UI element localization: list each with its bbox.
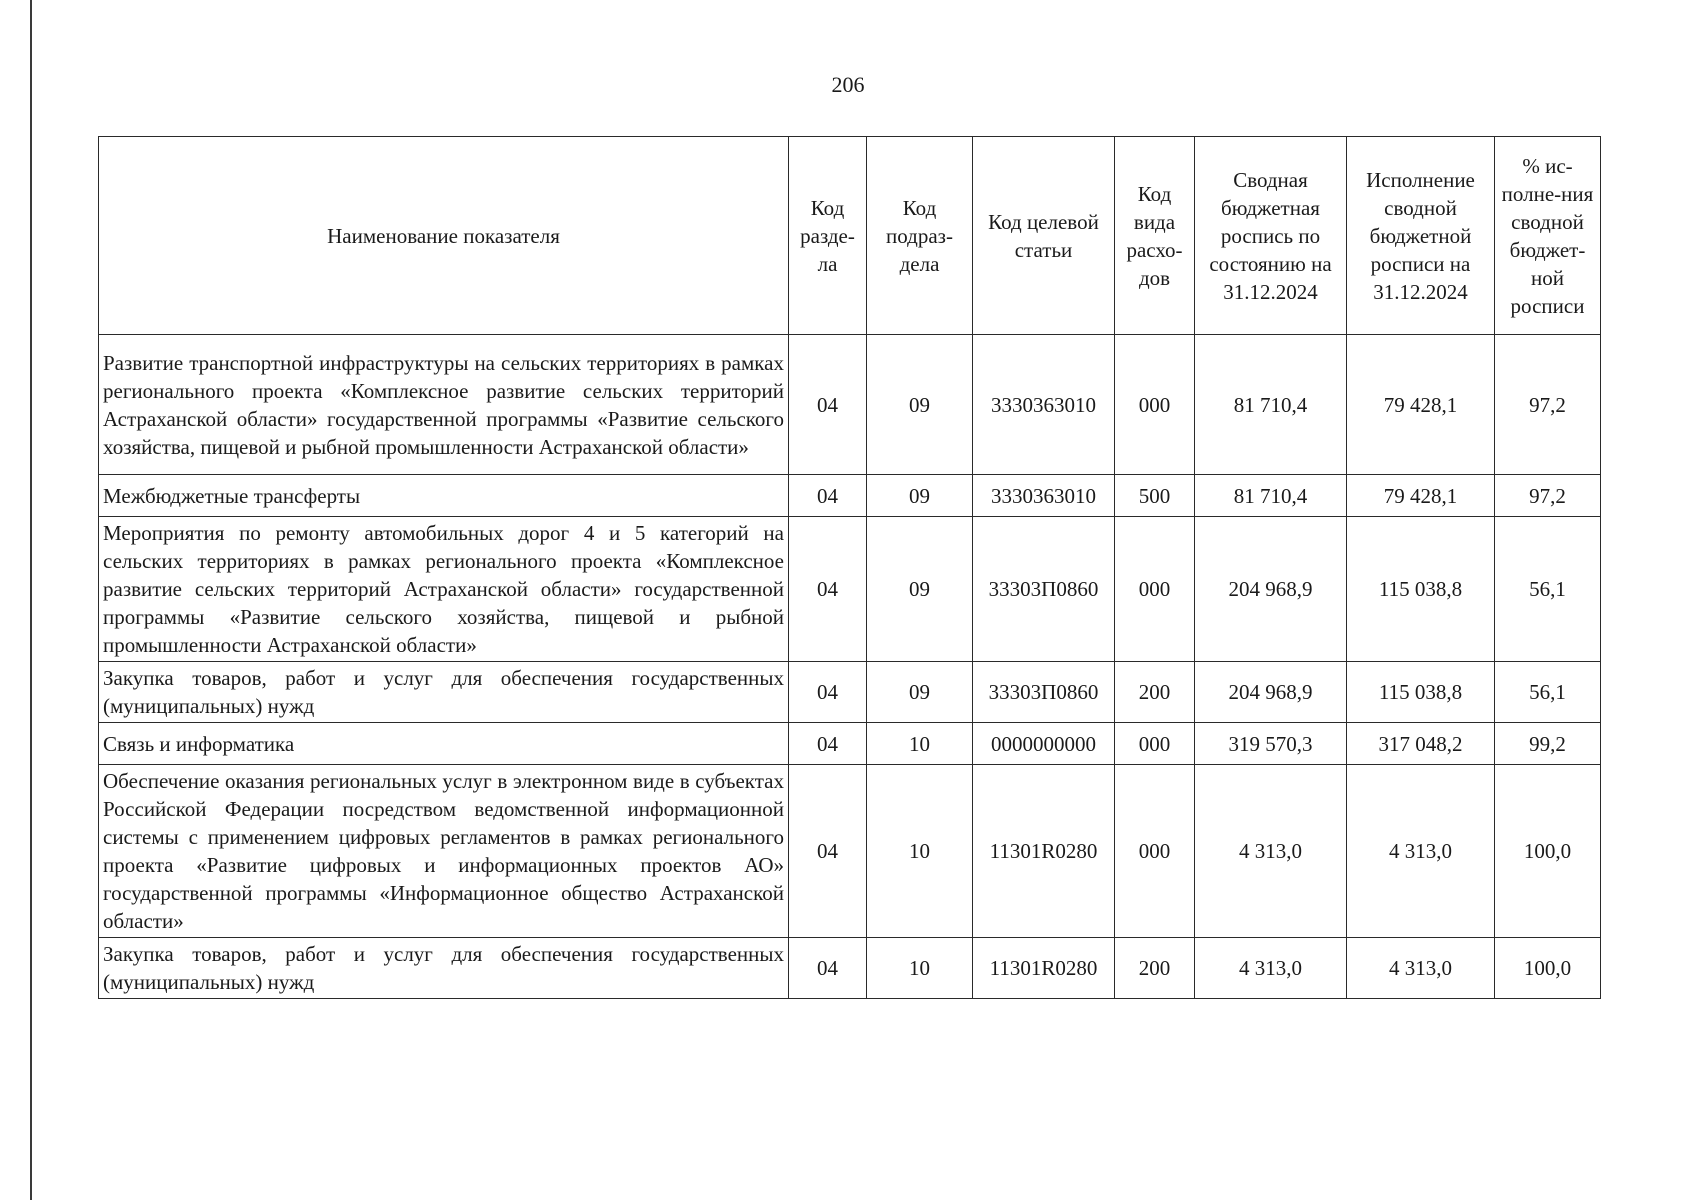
row-expense-type: 200 <box>1115 662 1195 723</box>
row-subsection: 09 <box>867 335 973 475</box>
row-section: 04 <box>789 517 867 662</box>
row-subsection: 10 <box>867 765 973 938</box>
row-execution: 79 428,1 <box>1347 475 1495 517</box>
table-row <box>99 335 1601 475</box>
row-percent: 97,2 <box>1495 475 1601 517</box>
row-name: Развитие транспортной инфраструктуры на сельских территориях в рамках регионального проекта «Комплексное развитие сельских территорий Астраханской области» государственной программы «Развитие сельского хозяйства, пищевой и рыбной промышленности Астраханской области» <box>99 335 789 475</box>
row-execution: 4 313,0 <box>1347 938 1495 999</box>
row-percent: 100,0 <box>1495 765 1601 938</box>
table-row <box>99 765 1601 938</box>
row-subsection: 09 <box>867 662 973 723</box>
row-percent: 56,1 <box>1495 517 1601 662</box>
row-name: Закупка товаров, работ и услуг для обеспечения государственных (муниципальных) нужд <box>99 662 789 723</box>
row-name: Межбюджетные трансферты <box>99 475 789 517</box>
row-target: 3330363010 <box>973 335 1115 475</box>
row-subsection: 09 <box>867 517 973 662</box>
row-target: 33303П0860 <box>973 517 1115 662</box>
table-row <box>99 662 1601 723</box>
table-row <box>99 517 1601 662</box>
header-expense-type-code: Код вида расхо-дов <box>1115 137 1195 335</box>
row-percent: 97,2 <box>1495 335 1601 475</box>
row-expense-type: 200 <box>1115 938 1195 999</box>
row-budget: 4 313,0 <box>1195 938 1347 999</box>
row-expense-type: 500 <box>1115 475 1195 517</box>
table-row <box>99 475 1601 517</box>
row-section: 04 <box>789 723 867 765</box>
row-section: 04 <box>789 938 867 999</box>
header-target-code: Код целевой статьи <box>973 137 1115 335</box>
budget-execution-table <box>98 136 1601 999</box>
row-expense-type: 000 <box>1115 723 1195 765</box>
row-budget: 319 570,3 <box>1195 723 1347 765</box>
row-name: Обеспечение оказания региональных услуг в электронном виде в субъектах Российской Федерации посредством ведомственной информационной системы с применением цифровых регламентов в рамках регионального проекта «Развитие цифровых и информационных проектов АО» государственной программы «Информационное общество Астраханской области» <box>99 765 789 938</box>
row-section: 04 <box>789 662 867 723</box>
header-indicator-name: Наименование показателя <box>99 137 789 335</box>
row-percent: 100,0 <box>1495 938 1601 999</box>
row-section: 04 <box>789 475 867 517</box>
row-name: Мероприятия по ремонту автомобильных дорог 4 и 5 категорий на сельских территориях в рамках регионального проекта «Комплексное развитие сельских территорий Астраханской области» государственной программы «Развитие сельского хозяйства, пищевой и рыбной промышленности Астраханской области» <box>99 517 789 662</box>
row-percent: 56,1 <box>1495 662 1601 723</box>
header-budget-execution: Исполнение сводной бюджетной росписи на 31.12.2024 <box>1347 137 1495 335</box>
table-row <box>99 938 1601 999</box>
row-target: 11301R0280 <box>973 765 1115 938</box>
row-execution: 79 428,1 <box>1347 335 1495 475</box>
row-expense-type: 000 <box>1115 765 1195 938</box>
row-target: 0000000000 <box>973 723 1115 765</box>
page-number: 206 <box>831 72 865 97</box>
row-execution: 317 048,2 <box>1347 723 1495 765</box>
row-target: 33303П0860 <box>973 662 1115 723</box>
row-budget: 204 968,9 <box>1195 662 1347 723</box>
row-expense-type: 000 <box>1115 517 1195 662</box>
table-header-row <box>99 137 1601 335</box>
row-percent: 99,2 <box>1495 723 1601 765</box>
row-execution: 115 038,8 <box>1347 517 1495 662</box>
header-budget-schedule: Сводная бюджетная роспись по состоянию на 31.12.2024 <box>1195 137 1347 335</box>
row-budget: 4 313,0 <box>1195 765 1347 938</box>
row-subsection: 09 <box>867 475 973 517</box>
row-budget: 81 710,4 <box>1195 475 1347 517</box>
row-name: Закупка товаров, работ и услуг для обеспечения государственных (муниципальных) нужд <box>99 938 789 999</box>
row-budget: 204 968,9 <box>1195 517 1347 662</box>
page-binding-line <box>30 0 32 1200</box>
row-execution: 115 038,8 <box>1347 662 1495 723</box>
header-subsection-code: Код подраз-дела <box>867 137 973 335</box>
row-expense-type: 000 <box>1115 335 1195 475</box>
table-row <box>99 723 1601 765</box>
header-execution-percent: % ис-полне-ния сводной бюджет-ной росписи <box>1495 137 1601 335</box>
row-target: 3330363010 <box>973 475 1115 517</box>
row-section: 04 <box>789 335 867 475</box>
row-subsection: 10 <box>867 938 973 999</box>
header-section-code: Код разде-ла <box>789 137 867 335</box>
row-section: 04 <box>789 765 867 938</box>
row-execution: 4 313,0 <box>1347 765 1495 938</box>
row-budget: 81 710,4 <box>1195 335 1347 475</box>
row-target: 11301R0280 <box>973 938 1115 999</box>
row-name: Связь и информатика <box>99 723 789 765</box>
row-subsection: 10 <box>867 723 973 765</box>
